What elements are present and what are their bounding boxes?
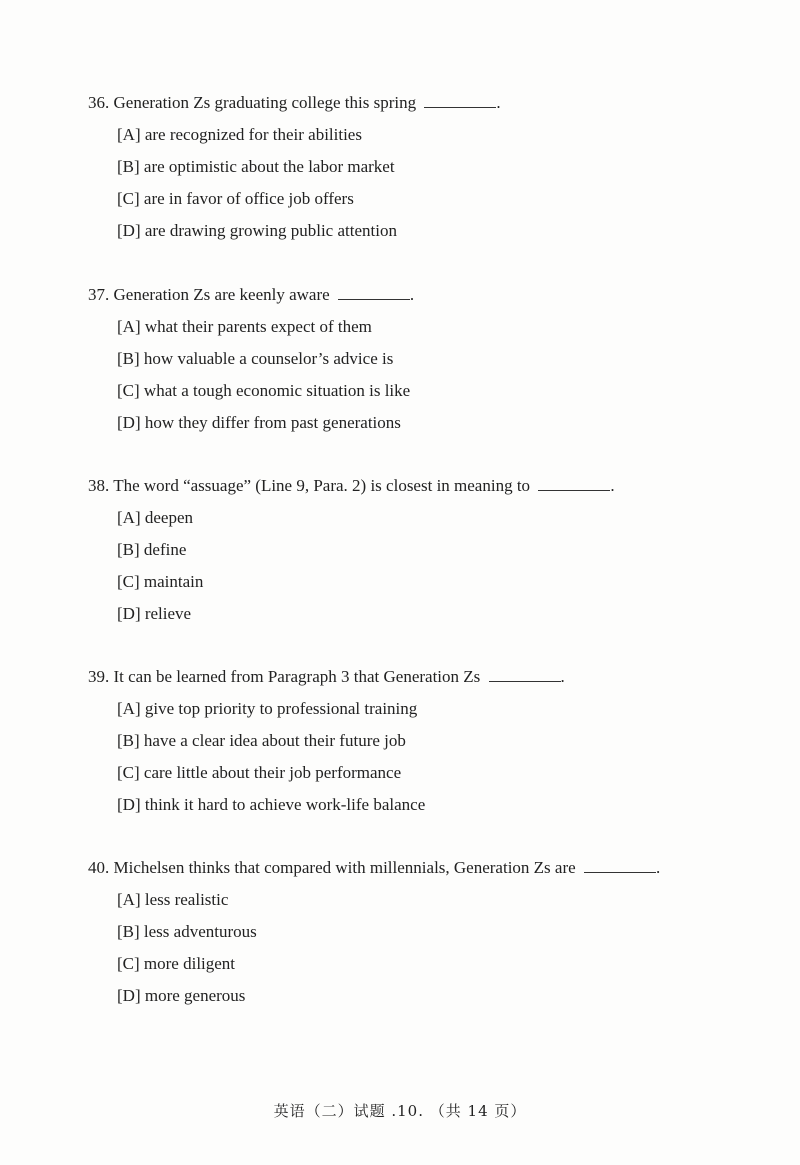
answer-blank [489, 666, 561, 682]
question-stem [88, 284, 768, 305]
page-footer: 英语（二）试题 .10. （共 14 页） [273, 1102, 527, 1120]
option-d: [D] are drawing growing public attention [117, 221, 397, 240]
question-36 [88, 92, 768, 241]
option-b: [B] are optimistic about the labor market [117, 157, 395, 176]
question-text: It can be learned from Paragraph 3 that Generation Zs [113, 667, 481, 686]
option-d: [D] how they differ from past generations [117, 413, 401, 432]
question-37 [88, 284, 768, 433]
question-number: 36. [88, 93, 110, 112]
question-number: 40. [88, 858, 110, 877]
option-a: [A] give top priority to professional training [117, 699, 418, 718]
question-number: 37. [88, 285, 110, 304]
question-text: Generation Zs graduating college this spring [113, 93, 417, 112]
option-d: [D] more generous [117, 986, 246, 1005]
question-end-punctuation: . [610, 476, 615, 495]
option-d: [D] relieve [117, 604, 192, 623]
question-40 [88, 857, 768, 1006]
option-c: [C] maintain [117, 572, 204, 591]
option-d: [D] think it hard to achieve work-life balance [117, 795, 426, 814]
question-stem [88, 475, 768, 496]
question-stem [88, 857, 768, 878]
option-b: [B] how valuable a counselor’s advice is [117, 349, 394, 368]
option-c: [C] more diligent [117, 954, 236, 973]
option-a: [A] what their parents expect of them [117, 317, 372, 336]
answer-blank [338, 284, 410, 300]
option-c: [C] are in favor of office job offers [117, 189, 354, 208]
question-stem [88, 666, 768, 687]
option-a: [A] deepen [117, 508, 193, 527]
question-end-punctuation: . [560, 667, 565, 686]
option-b: [B] define [117, 540, 187, 559]
question-end-punctuation: . [496, 93, 501, 112]
option-a: [A] less realistic [117, 890, 229, 909]
option-b: [B] less adventurous [117, 922, 257, 941]
question-number: 39. [88, 667, 110, 686]
question-39 [88, 666, 768, 815]
option-c: [C] what a tough economic situation is like [117, 381, 411, 400]
question-text: Michelsen thinks that compared with millennials, Generation Zs are [113, 858, 576, 877]
answer-blank [538, 475, 610, 491]
answer-blank [424, 92, 496, 108]
option-c: [C] care little about their job performance [117, 763, 402, 782]
question-stem [88, 92, 768, 113]
question-number: 38. [88, 476, 110, 495]
option-a: [A] are recognized for their abilities [117, 125, 362, 144]
question-end-punctuation: . [409, 285, 415, 304]
question-text: Generation Zs are keenly aware [113, 285, 330, 304]
question-end-punctuation: . [655, 858, 661, 877]
answer-blank [584, 857, 656, 873]
question-text: The word “assuage” (Line 9, Para. 2) is closest in meaning to [113, 476, 531, 495]
option-b: [B] have a clear idea about their future job [117, 731, 406, 750]
question-38 [88, 475, 768, 624]
